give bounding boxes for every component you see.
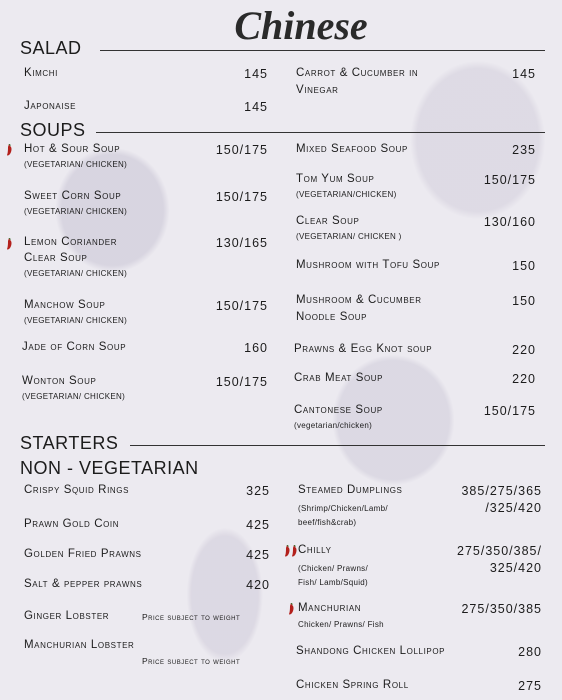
item-name: Shandong Chicken Lollipop xyxy=(296,645,446,657)
item-name: Carrot & Cucumber in xyxy=(296,67,419,79)
item-price: 425 xyxy=(246,548,270,562)
chili-spicy-icon xyxy=(291,545,298,557)
item-name: Golden Fried Prawns xyxy=(24,548,142,560)
item-price: 385/275/365 xyxy=(461,484,542,498)
item-price: 130/165 xyxy=(215,236,268,250)
section-heading-soups: SOUPS xyxy=(20,120,86,140)
item-price: 150/175 xyxy=(215,190,268,204)
item-options: (vegetarian/chicken) xyxy=(294,421,373,430)
item-options: (VEGETARIAN/ CHICKEN ) xyxy=(296,232,402,241)
item-price: 420 xyxy=(246,578,270,592)
item-name: Manchurian xyxy=(298,602,362,614)
item-price: 150 xyxy=(512,259,536,273)
item-options: (Shrimp/Chicken/Lamb/ xyxy=(298,504,388,513)
item-name-line2: Vinegar xyxy=(296,84,339,96)
item-name: Lemon Coriander xyxy=(24,236,118,248)
item-name: Salt & pepper prawns xyxy=(24,578,143,590)
item-price: 145 xyxy=(244,100,268,114)
item-name: Tom Yum Soup xyxy=(296,173,375,185)
section-divider xyxy=(96,132,545,133)
item-name-line2: Clear Soup xyxy=(24,252,88,264)
item-name: Crispy Squid Rings xyxy=(24,484,130,496)
item-name: Hot & Sour Soup xyxy=(24,143,121,155)
item-name: Chilly xyxy=(298,544,332,556)
item-price: 150/175 xyxy=(215,299,268,313)
item-name: Manchow Soup xyxy=(24,299,106,311)
item-options: (VEGETARIAN/ CHICKEN) xyxy=(22,392,126,401)
item-price: 325 xyxy=(246,484,270,498)
item-options: (VEGETARIAN/CHICKEN) xyxy=(296,190,397,199)
section-divider xyxy=(130,445,545,446)
item-options: (VEGETARIAN/ CHICKEN) xyxy=(24,269,128,278)
item-price-line2: /325/420 xyxy=(485,501,542,515)
section-divider xyxy=(100,50,545,51)
item-name: Clear Soup xyxy=(296,215,360,227)
item-price: 275/350/385/ xyxy=(457,544,542,558)
item-options: (VEGETARIAN/ CHICKEN) xyxy=(24,207,128,216)
item-name: Sweet Corn Soup xyxy=(24,190,122,202)
item-name: Steamed Dumplings xyxy=(298,484,403,496)
item-name: Wonton Soup xyxy=(22,375,97,387)
section-heading-starters: STARTERS xyxy=(20,433,119,453)
item-price-note: Price subject to weight xyxy=(142,656,241,666)
item-options-line2: beef/fish&crab) xyxy=(298,518,357,527)
item-price: 130/160 xyxy=(483,215,536,229)
item-options-line2: Fish/ Lamb/Squid) xyxy=(298,578,369,587)
item-name: Ginger Lobster xyxy=(24,610,110,622)
item-name-line2: Noodle Soup xyxy=(296,311,368,323)
item-price: 425 xyxy=(246,518,270,532)
item-options: (Chicken/ Prawns/ xyxy=(298,564,369,573)
item-price: 150/175 xyxy=(483,173,536,187)
item-name: Chicken Spring Roll xyxy=(296,679,409,691)
item-price: 150 xyxy=(512,294,536,308)
item-name: Prawns & Egg Knot soup xyxy=(294,343,433,355)
item-name: Manchurian Lobster xyxy=(24,639,135,651)
item-price: 275 xyxy=(518,679,542,693)
item-name: Crab Meat Soup xyxy=(294,372,384,384)
chili-spicy-icon xyxy=(6,144,13,156)
item-price: 150/175 xyxy=(215,375,268,389)
subsection-heading-non-veg: NON - VEGETARIAN xyxy=(20,458,199,478)
item-name: Mixed Seafood Soup xyxy=(296,143,408,155)
chili-spicy-icon xyxy=(6,238,13,250)
item-name: Cantonese Soup xyxy=(294,404,383,416)
section-heading-salad: SALAD xyxy=(20,38,82,58)
item-price: 145 xyxy=(244,67,268,81)
item-name: Mushroom with Tofu Soup xyxy=(296,259,440,271)
item-price-note: Price subject to weight xyxy=(142,612,241,622)
item-price: 150/175 xyxy=(483,404,536,418)
chili-spicy-icon xyxy=(288,603,295,615)
item-options: Chicken/ Prawns/ Fish xyxy=(298,620,384,629)
item-price: 235 xyxy=(512,143,536,157)
item-name: Japonaise xyxy=(24,100,77,112)
item-price: 150/175 xyxy=(215,143,268,157)
item-price: 145 xyxy=(512,67,536,81)
item-price-line2: 325/420 xyxy=(489,561,542,575)
item-name: Kimchi xyxy=(24,67,58,79)
item-price: 220 xyxy=(512,372,536,386)
chili-spicy-icon xyxy=(284,545,291,557)
item-price: 220 xyxy=(512,343,536,357)
item-name: Prawn Gold Coin xyxy=(24,518,120,530)
item-name: Mushroom & Cucumber xyxy=(296,294,422,306)
item-options: (VEGETARIAN/ CHICKEN) xyxy=(24,160,128,169)
item-price: 275/350/385 xyxy=(461,602,542,616)
item-name: Jade of Corn Soup xyxy=(22,341,127,353)
item-options: (VEGETARIAN/ CHICKEN) xyxy=(24,316,128,325)
item-price: 280 xyxy=(518,645,542,659)
page-title: Chinese xyxy=(234,3,368,48)
item-price: 160 xyxy=(244,341,268,355)
